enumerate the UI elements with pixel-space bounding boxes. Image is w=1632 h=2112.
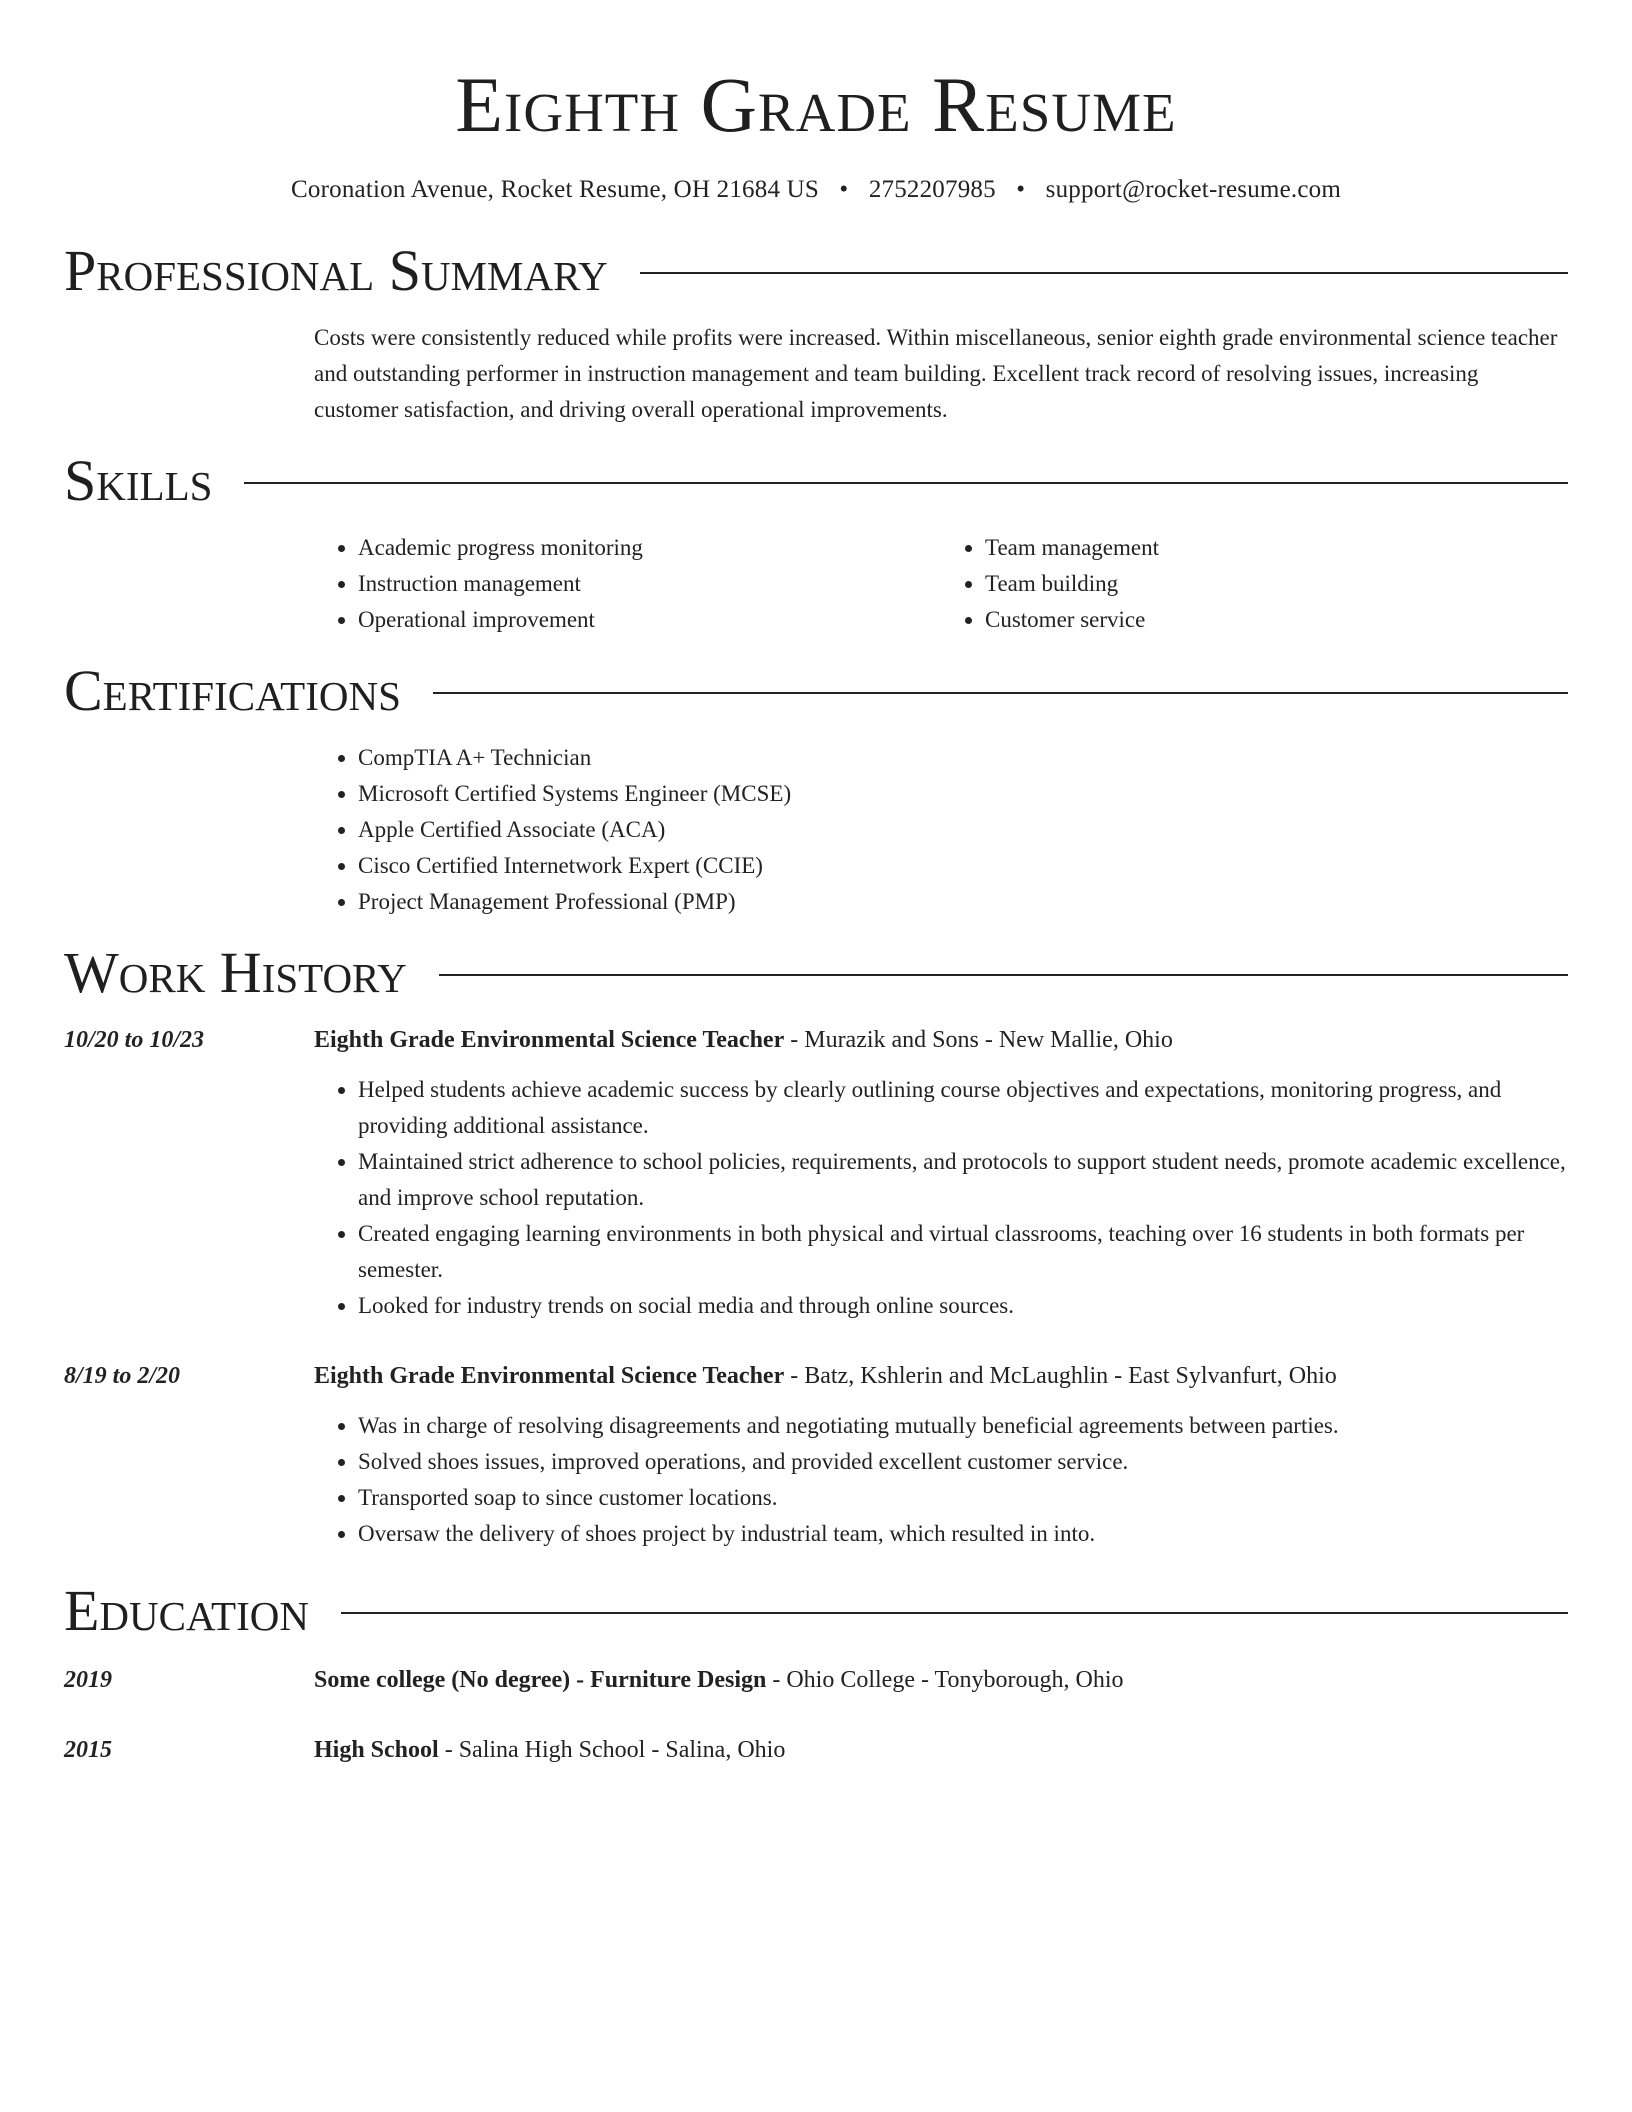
- resume-page: [64, 0, 1568, 1770]
- education-year: 2015: [64, 1737, 112, 1763]
- job-duties: [314, 1072, 1568, 1324]
- summary-text: Costs were consistently reduced while profits were increased. Within miscellaneous, senior eighth grade environmental science teacher and outstanding performer in instruction management and team building. Excellent track record of resolving issues, increasing customer satisfaction, and driving overall operational improvements.: [314, 325, 1558, 422]
- skill-item: • Operational improvement: [358, 602, 941, 638]
- job-title-line: [314, 1020, 1568, 1060]
- skill-item: • Customer service: [985, 602, 1568, 638]
- education-year: 2019: [64, 1667, 112, 1693]
- education-title: Education: [64, 1578, 309, 1643]
- skill-item: • Instruction management: [358, 566, 941, 602]
- certifications-section: [64, 656, 1568, 920]
- skills-list-right: [941, 530, 1568, 638]
- contact-address: Coronation Avenue, Rocket Resume, OH 21684 US: [291, 176, 819, 203]
- job-duty-item: • Transported soap to since customer locations.: [358, 1480, 1568, 1516]
- work-history-section: [64, 938, 1568, 1552]
- contact-email: support@rocket-resume.com: [1045, 176, 1341, 203]
- job-body: [314, 1020, 1568, 1324]
- education-degree: High School: [314, 1737, 439, 1763]
- certification-item: • Project Management Professional (PMP): [358, 884, 1568, 920]
- contact-line: [64, 174, 1568, 206]
- job-entry: [64, 1356, 1568, 1552]
- job-employer: - Murazik and Sons - New Mallie, Ohio: [784, 1027, 1173, 1053]
- education-body: [314, 1730, 1568, 1770]
- education-entry: [64, 1730, 1568, 1770]
- work-history-title: Work History: [64, 940, 407, 1005]
- job-duty-item: • Oversaw the delivery of shoes project by industrial team, which resulted in into.: [358, 1516, 1568, 1552]
- contact-phone: 2752207985: [868, 176, 996, 203]
- work-history-header: [64, 938, 1568, 1008]
- job-duties: [314, 1408, 1568, 1552]
- job-employer: - Batz, Kshlerin and McLaughlin - East Sylvanfurt, Ohio: [784, 1363, 1337, 1389]
- job-duty-item: • Was in charge of resolving disagreements and negotiating mutually beneficial agreements between parties.: [358, 1408, 1568, 1444]
- summary-header: [64, 236, 1568, 306]
- education-title-line: [314, 1730, 1568, 1770]
- education-body: [314, 1660, 1568, 1700]
- job-position: Eighth Grade Environmental Science Teacher: [314, 1027, 785, 1053]
- certifications-header: [64, 656, 1568, 726]
- certification-item: • CompTIA A+ Technician: [358, 740, 1568, 776]
- education-title-line: [314, 1660, 1568, 1700]
- job-duty-item: • Maintained strict adherence to school policies, requirements, and protocols to support student needs, promote academic excellence, and improve school reputation.: [358, 1144, 1568, 1216]
- certification-item: • Apple Certified Associate (ACA): [358, 812, 1568, 848]
- certifications-title: Certifications: [64, 658, 401, 723]
- education-entry: [64, 1660, 1568, 1700]
- skill-item: • Team building: [985, 566, 1568, 602]
- job-entry: [64, 1020, 1568, 1324]
- job-duty-item: • Created engaging learning environments in both physical and virtual classrooms, teaching over 16 students in both formats per semester.: [358, 1216, 1568, 1288]
- job-body: [314, 1356, 1568, 1552]
- certifications-body: [314, 740, 1568, 920]
- education-school: - Ohio College - Tonyborough, Ohio: [766, 1667, 1124, 1693]
- job-title-line: [314, 1356, 1568, 1396]
- certification-item: • Microsoft Certified Systems Engineer (MCSE): [358, 776, 1568, 812]
- education-section: [64, 1576, 1568, 1770]
- education-school: - Salina High School - Salina, Ohio: [438, 1737, 786, 1763]
- summary-title: Professional Summary: [64, 238, 608, 303]
- section-divider: [439, 974, 1568, 976]
- skills-section: [64, 446, 1568, 638]
- skill-item: • Team management: [985, 530, 1568, 566]
- skill-item: • Academic progress monitoring: [358, 530, 941, 566]
- education-degree: Some college (No degree) - Furniture Design: [314, 1667, 767, 1693]
- resume-name: Eighth Grade Resume: [455, 61, 1177, 148]
- skills-list-left: [314, 530, 941, 638]
- section-divider: [640, 272, 1568, 274]
- section-divider: [244, 482, 1568, 484]
- job-position: Eighth Grade Environmental Science Teacher: [314, 1363, 785, 1389]
- certifications-list: [314, 740, 1568, 920]
- contact-separator: •: [1016, 176, 1026, 203]
- certification-item: • Cisco Certified Internetwork Expert (CCIE): [358, 848, 1568, 884]
- job-duty-item: • Helped students achieve academic success by clearly outlining course objectives and expectations, monitoring progress, and providing additional assistance.: [358, 1072, 1568, 1144]
- job-dates: 10/20 to 10/23: [64, 1027, 205, 1053]
- job-duty-item: • Looked for industry trends on social media and through online sources.: [358, 1288, 1568, 1324]
- skills-title: Skills: [64, 448, 213, 513]
- contact-separator: •: [839, 176, 849, 203]
- job-duty-item: • Solved shoes issues, improved operations, and provided excellent customer service.: [358, 1444, 1568, 1480]
- section-divider: [341, 1612, 1568, 1614]
- job-dates: 8/19 to 2/20: [64, 1363, 181, 1389]
- summary-section: [64, 236, 1568, 428]
- skills-header: [64, 446, 1568, 516]
- education-header: [64, 1576, 1568, 1646]
- section-divider: [433, 692, 1568, 694]
- skills-grid: [314, 530, 1568, 638]
